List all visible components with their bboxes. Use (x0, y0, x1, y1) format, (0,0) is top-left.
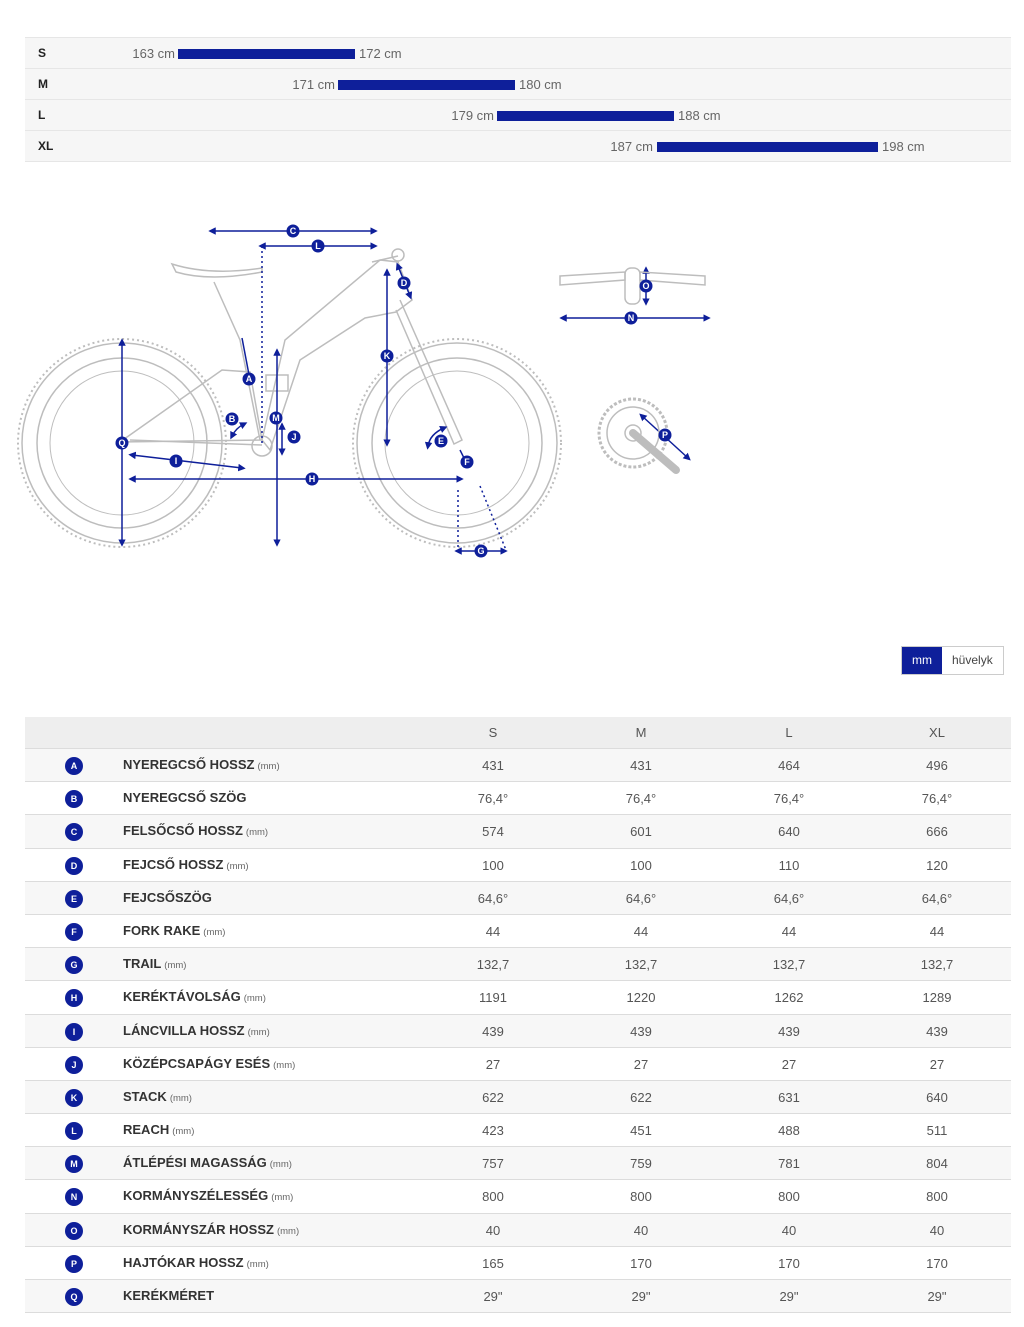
param-name: KORMÁNYSZÉLESSÉG (mm) (123, 1188, 294, 1204)
table-row (25, 1114, 1011, 1147)
svg-text:N: N (627, 313, 635, 323)
bike-illustration (18, 249, 561, 547)
param-badge: J (65, 1056, 83, 1074)
size-label: M (38, 77, 48, 91)
size-row-xl (25, 130, 1011, 162)
column-header: M (635, 725, 647, 740)
table-cell: 76,4° (477, 791, 509, 807)
table-cell: 100 (482, 857, 504, 873)
table-cell: 44 (485, 923, 501, 939)
marker-p (659, 429, 672, 442)
unit-toggle (901, 646, 1004, 675)
table-row (25, 849, 1011, 882)
param-unit: (mm) (246, 1258, 269, 1270)
table-cell: 64,6° (921, 890, 953, 906)
table-cell: 132,7 (624, 957, 658, 973)
table-cell: 110 (778, 857, 800, 873)
table-cell: 431 (482, 758, 504, 773)
table-cell: 759 (630, 1156, 652, 1172)
param-badge: F (65, 923, 83, 941)
table-cell: 439 (778, 1023, 800, 1039)
param-badge: H (65, 989, 83, 1007)
table-cell: 120 (926, 857, 948, 873)
saddle (172, 264, 262, 277)
param-unit: (mm) (257, 761, 280, 772)
marker-i (170, 455, 183, 468)
table-cell: 29" (927, 1289, 947, 1304)
svg-text:F: F (464, 457, 470, 467)
table-cell: 27 (929, 1056, 945, 1072)
param-unit: (mm) (164, 960, 187, 972)
param-badge: D (65, 857, 83, 875)
param-name: ÁTLÉPÉSI MAGASSÁG (mm) (123, 1155, 292, 1171)
table-row (25, 748, 1011, 782)
table-cell: 431 (630, 758, 652, 773)
size-row-l (25, 99, 1011, 130)
table-cell: 451 (630, 1123, 652, 1139)
param-unit: (mm) (269, 1159, 292, 1171)
marker-n (625, 312, 638, 325)
size-label: XL (38, 139, 54, 153)
handlebar-illustration (560, 268, 705, 304)
table-cell: 804 (926, 1156, 948, 1172)
table-cell: 27 (633, 1056, 649, 1072)
marker-g (475, 545, 488, 558)
size-label: S (38, 46, 47, 60)
param-name: NYEREGCSŐ SZÖG (123, 790, 247, 806)
marker-j (288, 431, 301, 444)
param-name: KERÉKMÉRET (123, 1288, 215, 1303)
table-cell: 666 (926, 824, 948, 840)
param-unit: (mm) (172, 1126, 195, 1138)
range-max: 180 cm (519, 77, 562, 92)
size-row-m (25, 68, 1011, 99)
geometry-table (25, 717, 1011, 1313)
range-min: 187 cm (610, 139, 653, 154)
table-cell: 76,4° (625, 791, 657, 807)
table-cell: 64,6° (477, 890, 509, 906)
range-max: 172 cm (359, 46, 402, 61)
table-cell: 488 (778, 1123, 800, 1139)
table-row (25, 1280, 1011, 1313)
table-cell: 511 (926, 1123, 948, 1139)
table-cell: 631 (778, 1089, 800, 1105)
table-cell: 27 (781, 1056, 797, 1072)
marker-e (435, 435, 448, 448)
table-cell: 76,4° (921, 791, 953, 807)
table-cell: 1262 (774, 990, 804, 1006)
marker-l (312, 240, 325, 253)
table-body (25, 748, 1011, 1313)
marker-h (306, 473, 319, 486)
table-cell: 76,4° (773, 791, 805, 807)
table-cell: 496 (926, 758, 948, 773)
param-badge: B (65, 790, 83, 808)
marker-a (243, 373, 256, 386)
param-unit: (mm) (276, 1225, 300, 1237)
column-header: S (488, 725, 498, 740)
range-max: 198 cm (882, 139, 925, 154)
range-bar (338, 80, 515, 90)
table-cell: 781 (778, 1156, 800, 1172)
param-name: FELSŐCSŐ HOSSZ (mm) (123, 823, 269, 839)
range-max: 188 cm (678, 108, 721, 123)
marker-f (461, 456, 474, 469)
table-cell: 1289 (922, 990, 952, 1006)
table-row (25, 815, 1011, 848)
table-cell: 1191 (479, 990, 507, 1006)
table-cell: 464 (778, 758, 800, 773)
table-row (25, 948, 1011, 981)
table-cell: 757 (482, 1156, 504, 1172)
svg-text:J: J (291, 432, 297, 442)
dimension-lines (122, 231, 707, 551)
unit-inch-button[interactable]: hüvelyk (942, 647, 1003, 674)
table-cell: 170 (778, 1255, 800, 1271)
param-name: HAJTÓKAR HOSSZ (mm) (123, 1254, 269, 1270)
table-cell: 800 (482, 1189, 504, 1205)
param-badge: E (65, 890, 83, 908)
table-cell: 29" (483, 1289, 503, 1304)
table-cell: 640 (778, 824, 800, 840)
table-cell: 800 (630, 1189, 652, 1205)
svg-text:I: I (174, 456, 178, 466)
table-cell: 574 (482, 824, 504, 840)
table-cell: 1220 (626, 990, 656, 1006)
table-cell: 40 (929, 1222, 945, 1238)
table-cell: 27 (485, 1056, 501, 1072)
table-cell: 64,6° (773, 890, 805, 906)
column-header: L (785, 725, 793, 740)
range-bar (657, 142, 878, 152)
table-cell: 100 (630, 857, 652, 873)
unit-mm-button[interactable]: mm (902, 647, 942, 674)
param-name: STACK (mm) (123, 1088, 192, 1104)
param-badge: C (65, 823, 83, 841)
table-cell: 439 (482, 1023, 504, 1039)
param-badge: Q (65, 1288, 83, 1306)
table-cell: 40 (485, 1222, 501, 1238)
svg-text:G: G (477, 546, 485, 556)
svg-text:D: D (400, 278, 408, 288)
param-unit: (mm) (169, 1092, 192, 1104)
svg-text:K: K (383, 351, 391, 361)
table-cell: 132,7 (772, 957, 806, 973)
param-unit: (mm) (203, 926, 226, 938)
svg-text:E: E (437, 436, 445, 446)
range-bar (178, 49, 355, 59)
table-cell: 44 (929, 923, 945, 939)
table-row (25, 1147, 1011, 1180)
param-badge: L (65, 1122, 83, 1140)
param-badge: K (65, 1089, 83, 1107)
size-chart (25, 37, 1011, 162)
table-cell: 423 (482, 1123, 504, 1139)
param-badge: G (65, 956, 83, 974)
table-cell: 29" (631, 1289, 651, 1304)
svg-text:B: B (228, 414, 236, 424)
table-cell: 44 (781, 923, 797, 939)
table-cell: 601 (630, 824, 652, 840)
table-cell: 622 (630, 1089, 652, 1105)
table-row (25, 1081, 1011, 1114)
marker-k (381, 350, 394, 363)
table-row (25, 882, 1011, 915)
svg-text:L: L (315, 241, 321, 251)
range-min: 163 cm (132, 46, 175, 61)
param-name: KERÉKTÁVOLSÁG (mm) (123, 989, 266, 1005)
range-min: 179 cm (451, 108, 494, 123)
marker-b (226, 413, 239, 426)
table-row (25, 782, 1011, 815)
geometry-diagram (0, 170, 1024, 600)
column-header: XL (929, 725, 945, 740)
table-cell: 29" (779, 1289, 799, 1304)
svg-text:C: C (289, 226, 297, 236)
param-badge: P (65, 1255, 83, 1273)
param-badge: M (65, 1155, 83, 1173)
range-min: 171 cm (292, 77, 335, 92)
table-cell: 170 (630, 1255, 652, 1271)
rear-triangle (120, 370, 262, 442)
table-row (25, 1247, 1011, 1280)
param-name: KORMÁNYSZÁR HOSSZ (mm) (123, 1221, 300, 1237)
param-name: REACH (mm) (123, 1122, 195, 1138)
param-unit: (mm) (273, 1059, 296, 1071)
param-name: FEJCSŐSZÖG (123, 889, 212, 905)
param-badge: I (65, 1023, 83, 1041)
svg-text:H: H (308, 474, 316, 484)
svg-text:P: P (661, 430, 669, 440)
table-row (25, 981, 1011, 1014)
svg-text:O: O (642, 281, 650, 291)
param-unit: (mm) (271, 1192, 294, 1204)
marker-d (398, 277, 411, 290)
param-name: FORK RAKE (mm) (123, 922, 226, 938)
marker-o (640, 280, 653, 293)
param-name: LÁNCVILLA HOSSZ (mm) (123, 1022, 270, 1038)
table-cell: 800 (926, 1189, 948, 1205)
table-cell: 439 (926, 1023, 948, 1039)
marker-q (116, 437, 129, 450)
range-bar (497, 111, 674, 121)
param-unit: (mm) (226, 860, 249, 872)
table-row (25, 915, 1011, 948)
param-unit: (mm) (243, 993, 266, 1005)
table-cell: 132,7 (920, 957, 954, 973)
param-unit: (mm) (245, 827, 269, 839)
table-cell: 40 (633, 1222, 649, 1238)
param-name: KÖZÉPCSAPÁGY ESÉS (mm) (123, 1055, 296, 1071)
svg-text:Q: Q (118, 438, 126, 448)
size-row-s (25, 37, 1011, 68)
svg-text:A: A (245, 374, 253, 384)
table-row (25, 1214, 1011, 1247)
table-cell: 132,7 (476, 957, 510, 973)
param-badge: A (65, 757, 83, 775)
param-badge: O (65, 1222, 83, 1240)
table-cell: 170 (926, 1255, 948, 1271)
table-cell: 165 (482, 1255, 504, 1271)
param-badge: N (65, 1188, 83, 1206)
svg-text:M: M (272, 413, 280, 423)
table-cell: 622 (482, 1089, 504, 1105)
table-row (25, 1048, 1011, 1081)
table-cell: 439 (630, 1023, 652, 1039)
marker-m (270, 412, 283, 425)
table-cell: 64,6° (625, 890, 657, 906)
table-header (25, 717, 1011, 748)
table-row (25, 1180, 1011, 1213)
table-cell: 44 (633, 923, 649, 939)
param-name: TRAIL (mm) (123, 956, 187, 972)
table-cell: 640 (926, 1089, 948, 1105)
marker-c (287, 225, 300, 238)
table-cell: 40 (781, 1222, 797, 1238)
size-label: L (38, 108, 46, 122)
param-unit: (mm) (247, 1026, 270, 1038)
param-name: FEJCSŐ HOSSZ (mm) (123, 856, 249, 872)
param-name: NYEREGCSŐ HOSSZ (mm) (123, 757, 280, 772)
table-cell: 800 (778, 1189, 800, 1205)
table-row (25, 1015, 1011, 1048)
